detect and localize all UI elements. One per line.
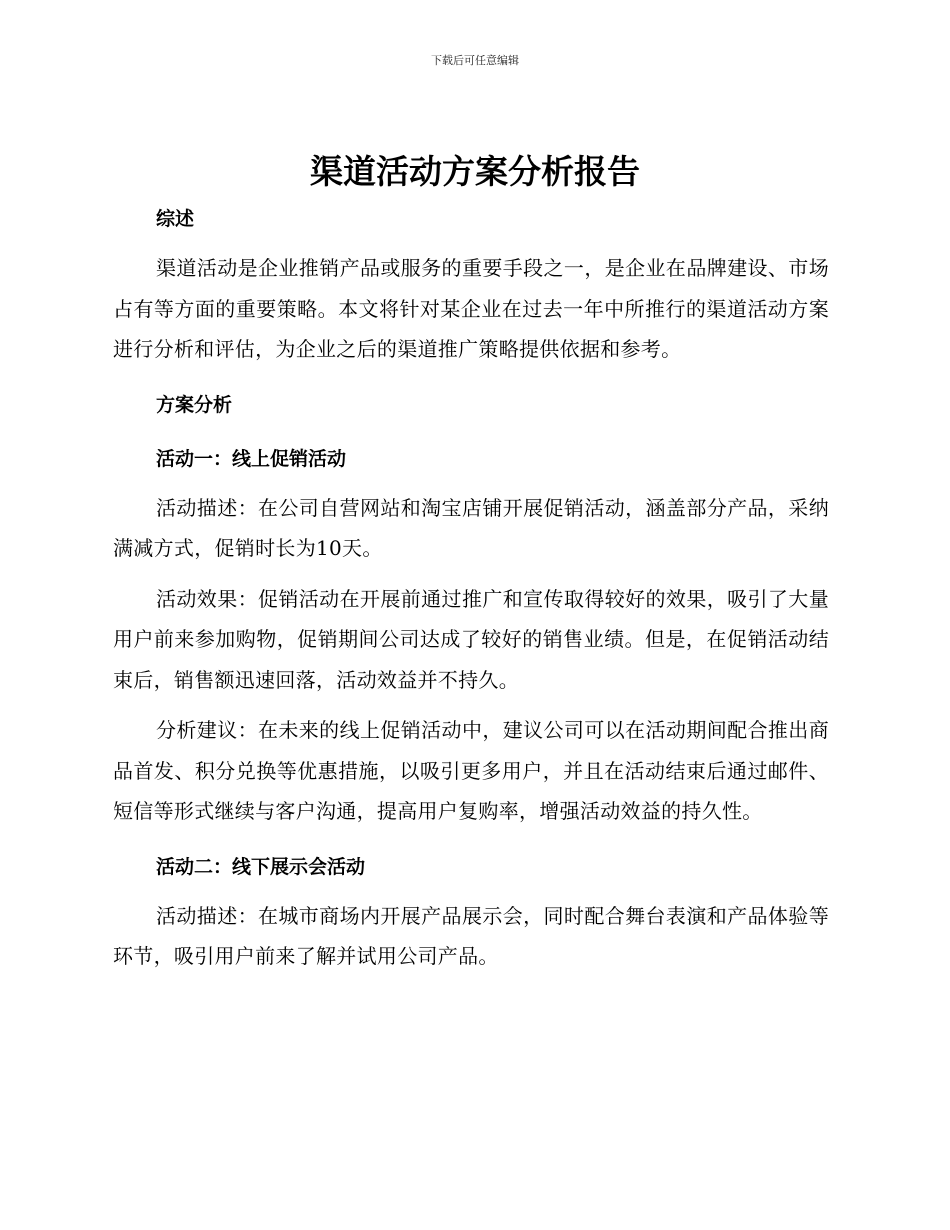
activity2-heading: 活动二：线下展示会活动 bbox=[156, 855, 366, 878]
page-header-note: 下载后可任意编辑 bbox=[431, 54, 519, 67]
document-body bbox=[113, 200, 829, 977]
activity1-description: 活动描述：在公司自营网站和淘宝店铺开展促销活动，涵盖部分产品，采纳满减方式，促销时长为10天。 bbox=[113, 495, 829, 560]
analysis-heading: 方案分析 bbox=[156, 393, 233, 416]
overview-paragraph: 渠道活动是企业推销产品或服务的重要手段之一，是企业在品牌建设、市场占有等方面的重要策略。本文将针对某企业在过去一年中所推行的渠道活动方案进行分析和评估，为企业之后的渠道推广策略提供依据和参考。 bbox=[113, 256, 829, 361]
activity1-heading: 活动一：线上促销活动 bbox=[156, 447, 347, 470]
activity2-description: 活动描述：在城市商场内开展产品展示会，同时配合舞台表演和产品体验等环节，吸引用户前来了解并试用公司产品。 bbox=[113, 903, 829, 968]
overview-heading: 综述 bbox=[156, 208, 195, 230]
activity1-effect: 活动效果：促销活动在开展前通过推广和宣传取得较好的效果，吸引了大量用户前来参加购物，促销期间公司达成了较好的销售业绩。但是，在促销活动结束后，销售额迅速回落，活动效益并不持久。 bbox=[113, 586, 829, 692]
activity1-suggestion: 分析建议：在未来的线上促销活动中，建议公司可以在活动期间配合推出商品首发、积分兑换等优惠措施，以吸引更多用户，并且在活动结束后通过邮件、短信等形式继续与客户沟通，提高用户复购率，增强活动效益的持久性。 bbox=[113, 718, 829, 823]
document-title: 渠道活动方案分析报告 bbox=[310, 152, 640, 191]
